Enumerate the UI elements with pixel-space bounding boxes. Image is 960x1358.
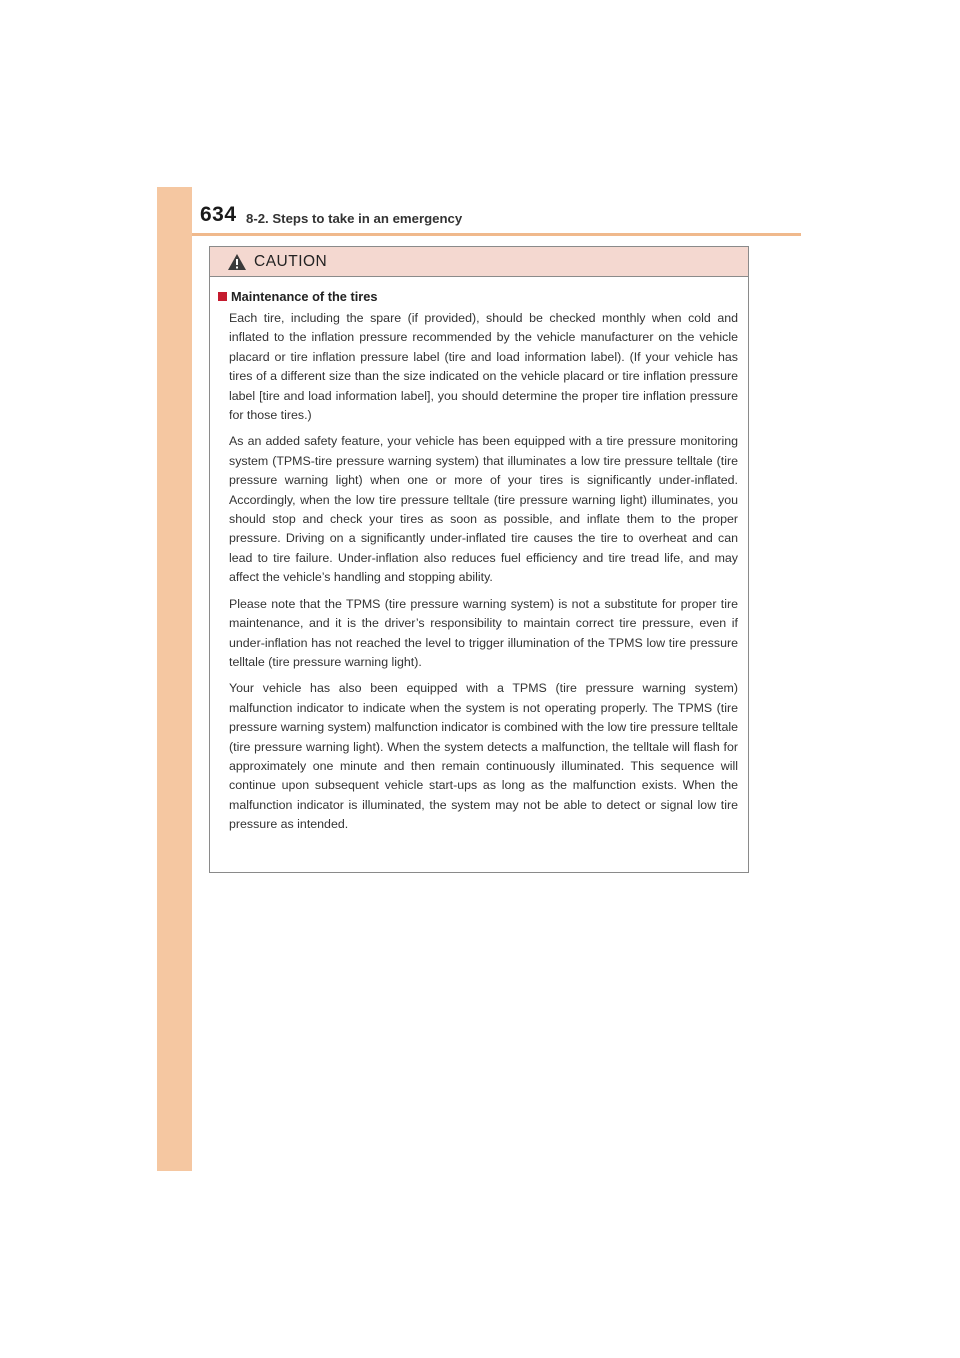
chapter-side-tab [157,187,192,1171]
paragraph-malfunction-indicator: Your vehicle has also been equipped with a TPMS (tire pressure warning system) malfunction indicator to indicate when the system is not operating properly. The TPMS (tire pressure warning system) malfunction indicator is combined with the low tire pressure telltale (tire pressure warning light). When the system detects a malfunction, the telltale will flash for approximately one minute and then remain continuously illuminated. This sequence will continue upon subsequent vehicle start-ups as long as the malfunction exists. When the malfunction indicator is illuminated, the system may not be able to detect or signal low tire pressure as intended. [229,681,738,832]
page-number: 634 [200,203,237,226]
paragraph-tpms-note: Please note that the TPMS (tire pressure warning system) is not a substitute for proper tire maintenance, and it is the driver’s responsibility to maintain correct tire pressure, even if under-inflation has not reached the level to trigger illumination of the TPMS low tire pressure telltale (tire pressure warning light). [229,596,738,669]
item-heading [218,289,738,304]
caution-box [209,246,749,873]
section-title: 8-2. Steps to take in an emergency [246,211,463,226]
item-heading-text: Maintenance of the tires [231,289,378,304]
warning-triangle-icon [227,253,247,271]
paragraph-tire-check: Each tire, including the spare (if provided), should be checked monthly when cold and inflated to the inflation pressure recommended by the vehicle manufacturer on the vehicle placard or tire inflation pressure label (tire and load information label). (If your vehicle has tires of a different size than the size indicated on the vehicle placard or tire inflation pressure label [tire and load information label], you should determine the proper tire inflation pressure for those tires.) [229,311,738,423]
caution-header [210,247,748,277]
caution-body [210,277,748,835]
red-square-bullet-icon [218,292,227,301]
caution-label: CAUTION [254,252,328,270]
header-rule [192,233,801,236]
paragraph-tpms-feature: As an added safety feature, your vehicle has been equipped with a tire pressure monitoring system (TPMS-tire pressure warning system) that illuminates a low tire pressure telltale (tire pressure warning light) when one or more of your tires is significantly under-inflated. Accordingly, when the low tire pressure telltale (tire pressure warning light) illuminates, you should stop and check your tires as soon as possible, and inflate them to the proper pressure. Driving on a significantly under-inflated tire causes the tire to overheat and can lead to tire failure. Under-inflation also reduces fuel efficiency and tire tread life, and may affect the vehicle’s handling and stopping ability. [229,434,738,585]
